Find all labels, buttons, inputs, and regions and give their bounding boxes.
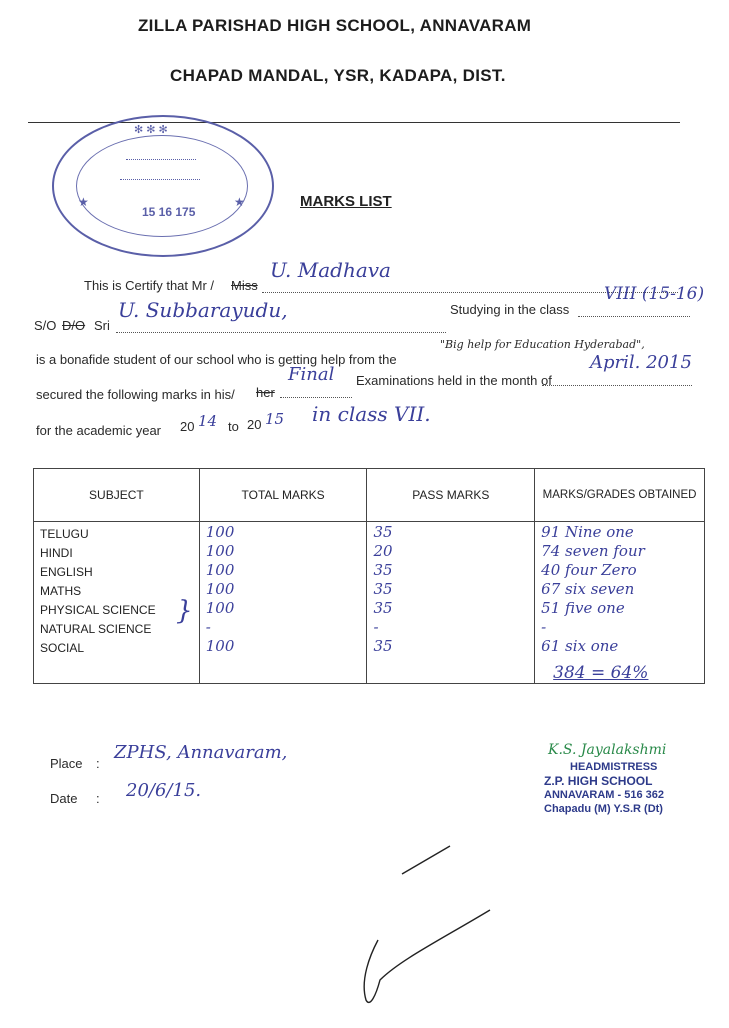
student-name: U. Madhava xyxy=(270,258,391,282)
table-total-row xyxy=(34,655,705,684)
miss-struck: Miss xyxy=(231,278,258,293)
pass-cell xyxy=(367,579,535,598)
obtained-cell xyxy=(535,560,705,579)
stamp-line-4: Chapadu (M) Y.S.R (Dt) xyxy=(544,803,663,815)
document-title: MARKS LIST xyxy=(300,193,392,210)
class-line xyxy=(578,302,690,317)
year-prefix-1: 20 xyxy=(180,419,195,434)
total-value: 100 xyxy=(205,561,235,579)
her-struck: her xyxy=(256,385,275,400)
total-value: 100 xyxy=(205,580,235,598)
seal-line xyxy=(126,159,196,160)
obtained-cell xyxy=(535,579,705,598)
school-name: ZILLA PARISHAD HIGH SCHOOL, ANNAVARAM xyxy=(138,16,532,35)
certify-prefix: This is Certify that Mr / xyxy=(84,278,215,293)
header-obtained: MARKS/GRADES OBTAINED xyxy=(535,469,705,522)
total-cell xyxy=(199,541,367,560)
seal-top-glyphs: ✻ ✻ ✻ xyxy=(134,124,168,136)
table-row xyxy=(34,522,705,542)
seal-inner-ring xyxy=(76,135,248,237)
stamp-line-3: ANNAVARAM - 516 362 xyxy=(544,789,665,801)
pass-value: 35 xyxy=(373,580,393,598)
header-pass-marks: PASS MARKS xyxy=(367,469,535,522)
pass-value: - xyxy=(373,618,379,636)
secured-text: secured the following marks in his/ xyxy=(36,387,235,402)
blank-cell xyxy=(199,655,367,684)
father-name: U. Subbarayudu, xyxy=(118,298,288,322)
pen-stroke-long xyxy=(364,910,490,1002)
seal-star-right: ★ xyxy=(234,195,245,209)
blank-cell xyxy=(34,655,200,684)
seal-star-left: ★ xyxy=(78,195,89,209)
science-brace: } xyxy=(176,596,193,626)
pass-value: 35 xyxy=(373,561,393,579)
obtained-value: - xyxy=(541,618,547,636)
table-row xyxy=(34,579,705,598)
pass-cell xyxy=(367,636,535,655)
year-prefix-2: 20 xyxy=(247,417,262,432)
total-value: 100 xyxy=(205,599,235,617)
class-value: VIII (15-16) xyxy=(604,284,705,304)
total-cell xyxy=(199,636,367,655)
so-label: S/O xyxy=(34,318,57,333)
obtained-value: 91 Nine one xyxy=(541,523,634,541)
to-label: to xyxy=(228,419,239,434)
organization-name: "Big help for Education Hyderabad", xyxy=(440,338,645,351)
subject-cell: ENGLISH xyxy=(34,560,200,579)
exams-held-text: Examinations held in the month of xyxy=(356,373,552,388)
obtained-value: 61 six one xyxy=(541,637,619,655)
pass-cell xyxy=(367,541,535,560)
total-cell xyxy=(199,579,367,598)
class-note: in class VII. xyxy=(312,402,431,426)
obtained-cell xyxy=(535,522,705,542)
pass-value: 35 xyxy=(373,599,393,617)
header-subject: SUBJECT xyxy=(34,469,200,522)
year-value-2: 15 xyxy=(265,410,285,428)
seal-line-2 xyxy=(120,179,200,180)
obtained-value: 51 five one xyxy=(541,599,625,617)
obtained-cell xyxy=(535,636,705,655)
total-value: 100 xyxy=(205,542,235,560)
pass-cell xyxy=(367,522,535,542)
stamp-line-1: HEADMISTRESS xyxy=(570,761,658,773)
bonafide-text: is a bonafide student of our school who is getting help from the xyxy=(36,352,397,367)
headmistress-stamp xyxy=(544,760,664,816)
pass-value: 20 xyxy=(373,542,393,560)
subject-cell: SOCIAL xyxy=(34,636,200,655)
seal-number: 15 16 175 xyxy=(142,205,196,219)
pass-value: 35 xyxy=(373,637,393,655)
sri-label: Sri xyxy=(94,318,110,333)
subject-cell: PHYSICAL SCIENCE xyxy=(34,598,200,617)
pass-cell xyxy=(367,617,535,636)
total-obtained-cell xyxy=(535,655,705,684)
academic-label: for the academic year xyxy=(36,423,162,438)
table-row xyxy=(34,617,705,636)
table-row xyxy=(34,598,705,617)
pass-cell xyxy=(367,560,535,579)
exam-line xyxy=(280,383,352,398)
table-row xyxy=(34,541,705,560)
total-value: 100 xyxy=(205,637,235,655)
blank-cell xyxy=(367,655,535,684)
month-value: April. 2015 xyxy=(590,352,692,373)
obtained-cell xyxy=(535,598,705,617)
place-value: ZPHS, Annavaram, xyxy=(114,742,288,763)
table-header-row xyxy=(34,469,705,522)
headmistress-signature: K.S. Jayalakshmi xyxy=(548,742,667,758)
month-line xyxy=(542,371,692,386)
school-seal xyxy=(52,115,274,257)
obtained-cell xyxy=(535,541,705,560)
pen-stroke-short xyxy=(402,846,450,874)
total-value: 100 xyxy=(205,523,235,541)
total-cell xyxy=(199,598,367,617)
obtained-value: 74 seven four xyxy=(541,542,645,560)
total-cell xyxy=(199,522,367,542)
obtained-value: 40 four Zero xyxy=(541,561,637,579)
total-cell xyxy=(199,617,367,636)
date-colon: : xyxy=(96,791,100,806)
do-struck: D/O xyxy=(62,318,86,333)
subject-cell: HINDI xyxy=(34,541,200,560)
studying-label: Studying in the class xyxy=(450,302,570,317)
date-label: Date xyxy=(50,791,78,806)
total-value: - xyxy=(205,618,211,636)
table-row xyxy=(34,636,705,655)
place-label: Place xyxy=(50,756,83,771)
date-value: 20/6/15. xyxy=(126,780,202,801)
pass-value: 35 xyxy=(373,523,393,541)
place-colon: : xyxy=(96,756,100,771)
pen-marks xyxy=(340,830,520,1020)
header-total-marks: TOTAL MARKS xyxy=(199,469,367,522)
pass-cell xyxy=(367,598,535,617)
obtained-value: 67 six seven xyxy=(541,580,635,598)
stamp-line-2: Z.P. HIGH SCHOOL xyxy=(544,774,653,788)
total-obtained: 384 = 64% xyxy=(553,663,649,683)
exam-value: Final xyxy=(288,364,335,385)
school-address: CHAPAD MANDAL, YSR, KADAPA, DIST. xyxy=(170,66,506,85)
obtained-cell xyxy=(535,617,705,636)
total-cell xyxy=(199,560,367,579)
year-value-1: 14 xyxy=(198,412,218,430)
table-row xyxy=(34,560,705,579)
subject-cell: TELUGU xyxy=(34,522,200,542)
subject-cell: NATURAL SCIENCE xyxy=(34,617,200,636)
subject-cell: MATHS xyxy=(34,579,200,598)
marks-table xyxy=(33,468,705,684)
